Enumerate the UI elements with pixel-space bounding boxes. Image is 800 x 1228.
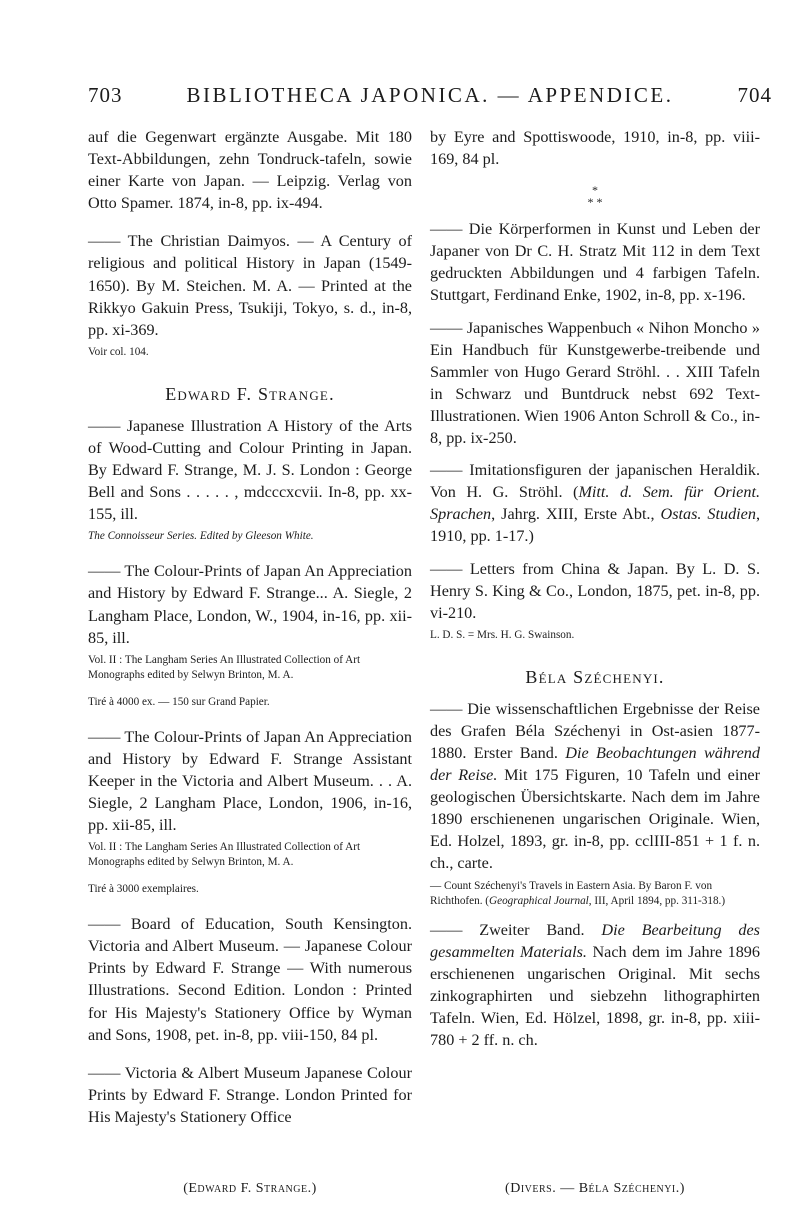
entry-text: auf die Gegenwart ergänzte Ausgabe. Mit 180 Text-Abbildungen, zehn Tondruck-tafeln, sowie einer Karte von Japan. — Leipzig. Verlag von Otto Spamer. 1874, in-8, pp. ix-494. — [88, 128, 412, 213]
entry-note: L. D. S. = Mrs. H. G. Swainson. — [430, 628, 575, 641]
entry-note: Vol. II : The Langham Series An Illustrated Collection of Art Monographs edited by Selwyn Brinton, M. A. — [88, 653, 361, 681]
asterisk-top: * — [592, 183, 598, 198]
entry-note: — Count Széchenyi's Travels in Eastern Asia. By Baron F. von Richthofen. (Geographical Journal, III, April 1894, pp. 311-318.) — [430, 879, 726, 907]
footer-left: (Edward F. Strange.) — [183, 1181, 317, 1196]
footer-right: (Divers. — Béla Széchenyi.) — [505, 1181, 685, 1196]
entry-text: —— Imitationsfiguren der japanischen Heraldik. Von H. G. Ströhl. (Mitt. d. Sem. für Orient. Sprachen, Jahrg. XIII, Erste Abt., Ostas. Studien, 1910, pp. 1-17.) — [430, 461, 760, 546]
entry-text: —— The Christian Daimyos. — A Century of religious and political History in Japan (1549-1650). By M. Steichen. M. A. — Printed at the Rikkyo Gakuin Press, Tsukiji, Tokyo, s. d., in-8, pp. xi-369. — [88, 232, 412, 339]
entry-text: —— The Colour-Prints of Japan An Appreciation and History by Edward F. Strange Assistant Keeper in the Victoria and Albert Museum. . . A. Siegle, 2 Langham Place, London, 1906, in-16, pp. xii-85, ill. — [88, 727, 412, 835]
entry-text: —— Die wissenschaftlichen Ergebnisse der Reise des Grafen Béla Széchenyi in Ost-asien 1877-1880. Erster Band. Die Beobachtungen während der Reise. Mit 175 Figuren, 10 Tafeln und einer geologischen Übersichtskarte. Nach dem im Jahre 1890 erschienenen ungarischen Originale. Wien, Ed. Holzel, 1893, gr. in-8, pp. cclIII-851 + 1 f. n. ch., carte. — [430, 699, 760, 873]
page-number-right: 704 — [737, 83, 772, 107]
entry-note: Vol. II : The Langham Series An Illustrated Collection of Art Monographs edited by Selwyn Brinton, M. A. — [88, 841, 361, 869]
page-number-left: 703 — [88, 83, 123, 107]
entry-note: Tiré à 4000 ex. — 150 sur Grand Papier. — [88, 695, 270, 708]
entry-text: —— Japanese Illustration A History of the Arts of Wood-Cutting and Colour Printing in Japan. By Edward F. Strange, M. J. S. London : George Bell and Sons . . . . . , mdcccxcvii. In-8, pp. xx-155, ill. — [88, 416, 412, 524]
entry-text: —— Board of Education, South Kensington. Victoria and Albert Museum. — Japanese Colour Prints by Edward F. Strange — With numerous Illustrations. Second Edition. London : Printed for His Majesty's Stationery Office by Wyman and Sons, 1908, pet. in-8, pp. viii-150, 84 pl. — [88, 915, 412, 1044]
asterisk-bottom: * * — [587, 195, 603, 210]
entry-text: —— Letters from China & Japan. By L. D. S. Henry S. King & Co., London, 1875, pet. in-8, pp. vi-210. — [430, 559, 760, 622]
left-column — [88, 126, 412, 1128]
author-heading: Edward F. Strange. — [165, 383, 335, 404]
entry-text: —— Zweiter Band. Die Bearbeitung des gesammelten Materials. Nach dem im Jahre 1896 erschienenen ungarischen Original. Mit sechs zinkographirten und siebzehn lithographirten Tafeln. Wien, Ed. Hölzel, 1898, gr. in-8, pp. xiii-780 + 2 ff. n. ch. — [430, 920, 760, 1049]
running-head — [88, 83, 772, 111]
entry-text: —— Japanisches Wappenbuch « Nihon Moncho » Ein Handbuch für Kunstgewerbe-treibende und Sammler von Hugo Gerard Ströhl. . . XIII Tafeln in Schwarz und Buntdruck nebst 692 Text-Illustrationen. Wien 1906 Anton Schroll & Co., in-8, pp. ix-250. — [430, 318, 760, 448]
entry-text: —— Victoria & Albert Museum Japanese Colour Prints by Edward F. Strange. London Printed for His Majesty's Stationery Office — [88, 1063, 412, 1126]
entry-text: —— The Colour-Prints of Japan An Appreciation and History by Edward F. Strange... A. Siegle, 2 Langham Place, London, W., 1904, in-16, pp. xii-85, ill. — [88, 562, 412, 647]
running-title: BIBLIOTHECA JAPONICA. — APPENDICE. — [186, 83, 674, 107]
entry-text: by Eyre and Spottiswoode, 1910, in-8, pp. viii-169, 84 pl. — [430, 128, 760, 169]
right-column — [430, 126, 760, 1051]
entry-note: The Connoisseur Series. Edited by Gleeson White. — [88, 530, 314, 543]
entry-note: Tiré à 3000 exemplaires. — [88, 883, 199, 896]
entry-text: —— Die Körperformen in Kunst und Leben der Japaner von Dr C. H. Stratz Mit 112 in dem Text gedruckten Abbildungen und 4 farbigen Tafeln. Stuttgart, Ferdinand Enke, 1902, in-8, pp. x-196. — [430, 220, 760, 305]
section-separator — [430, 184, 760, 208]
entry-note: Voir col. 104. — [88, 345, 149, 358]
author-heading: Béla Széchenyi. — [525, 666, 665, 687]
